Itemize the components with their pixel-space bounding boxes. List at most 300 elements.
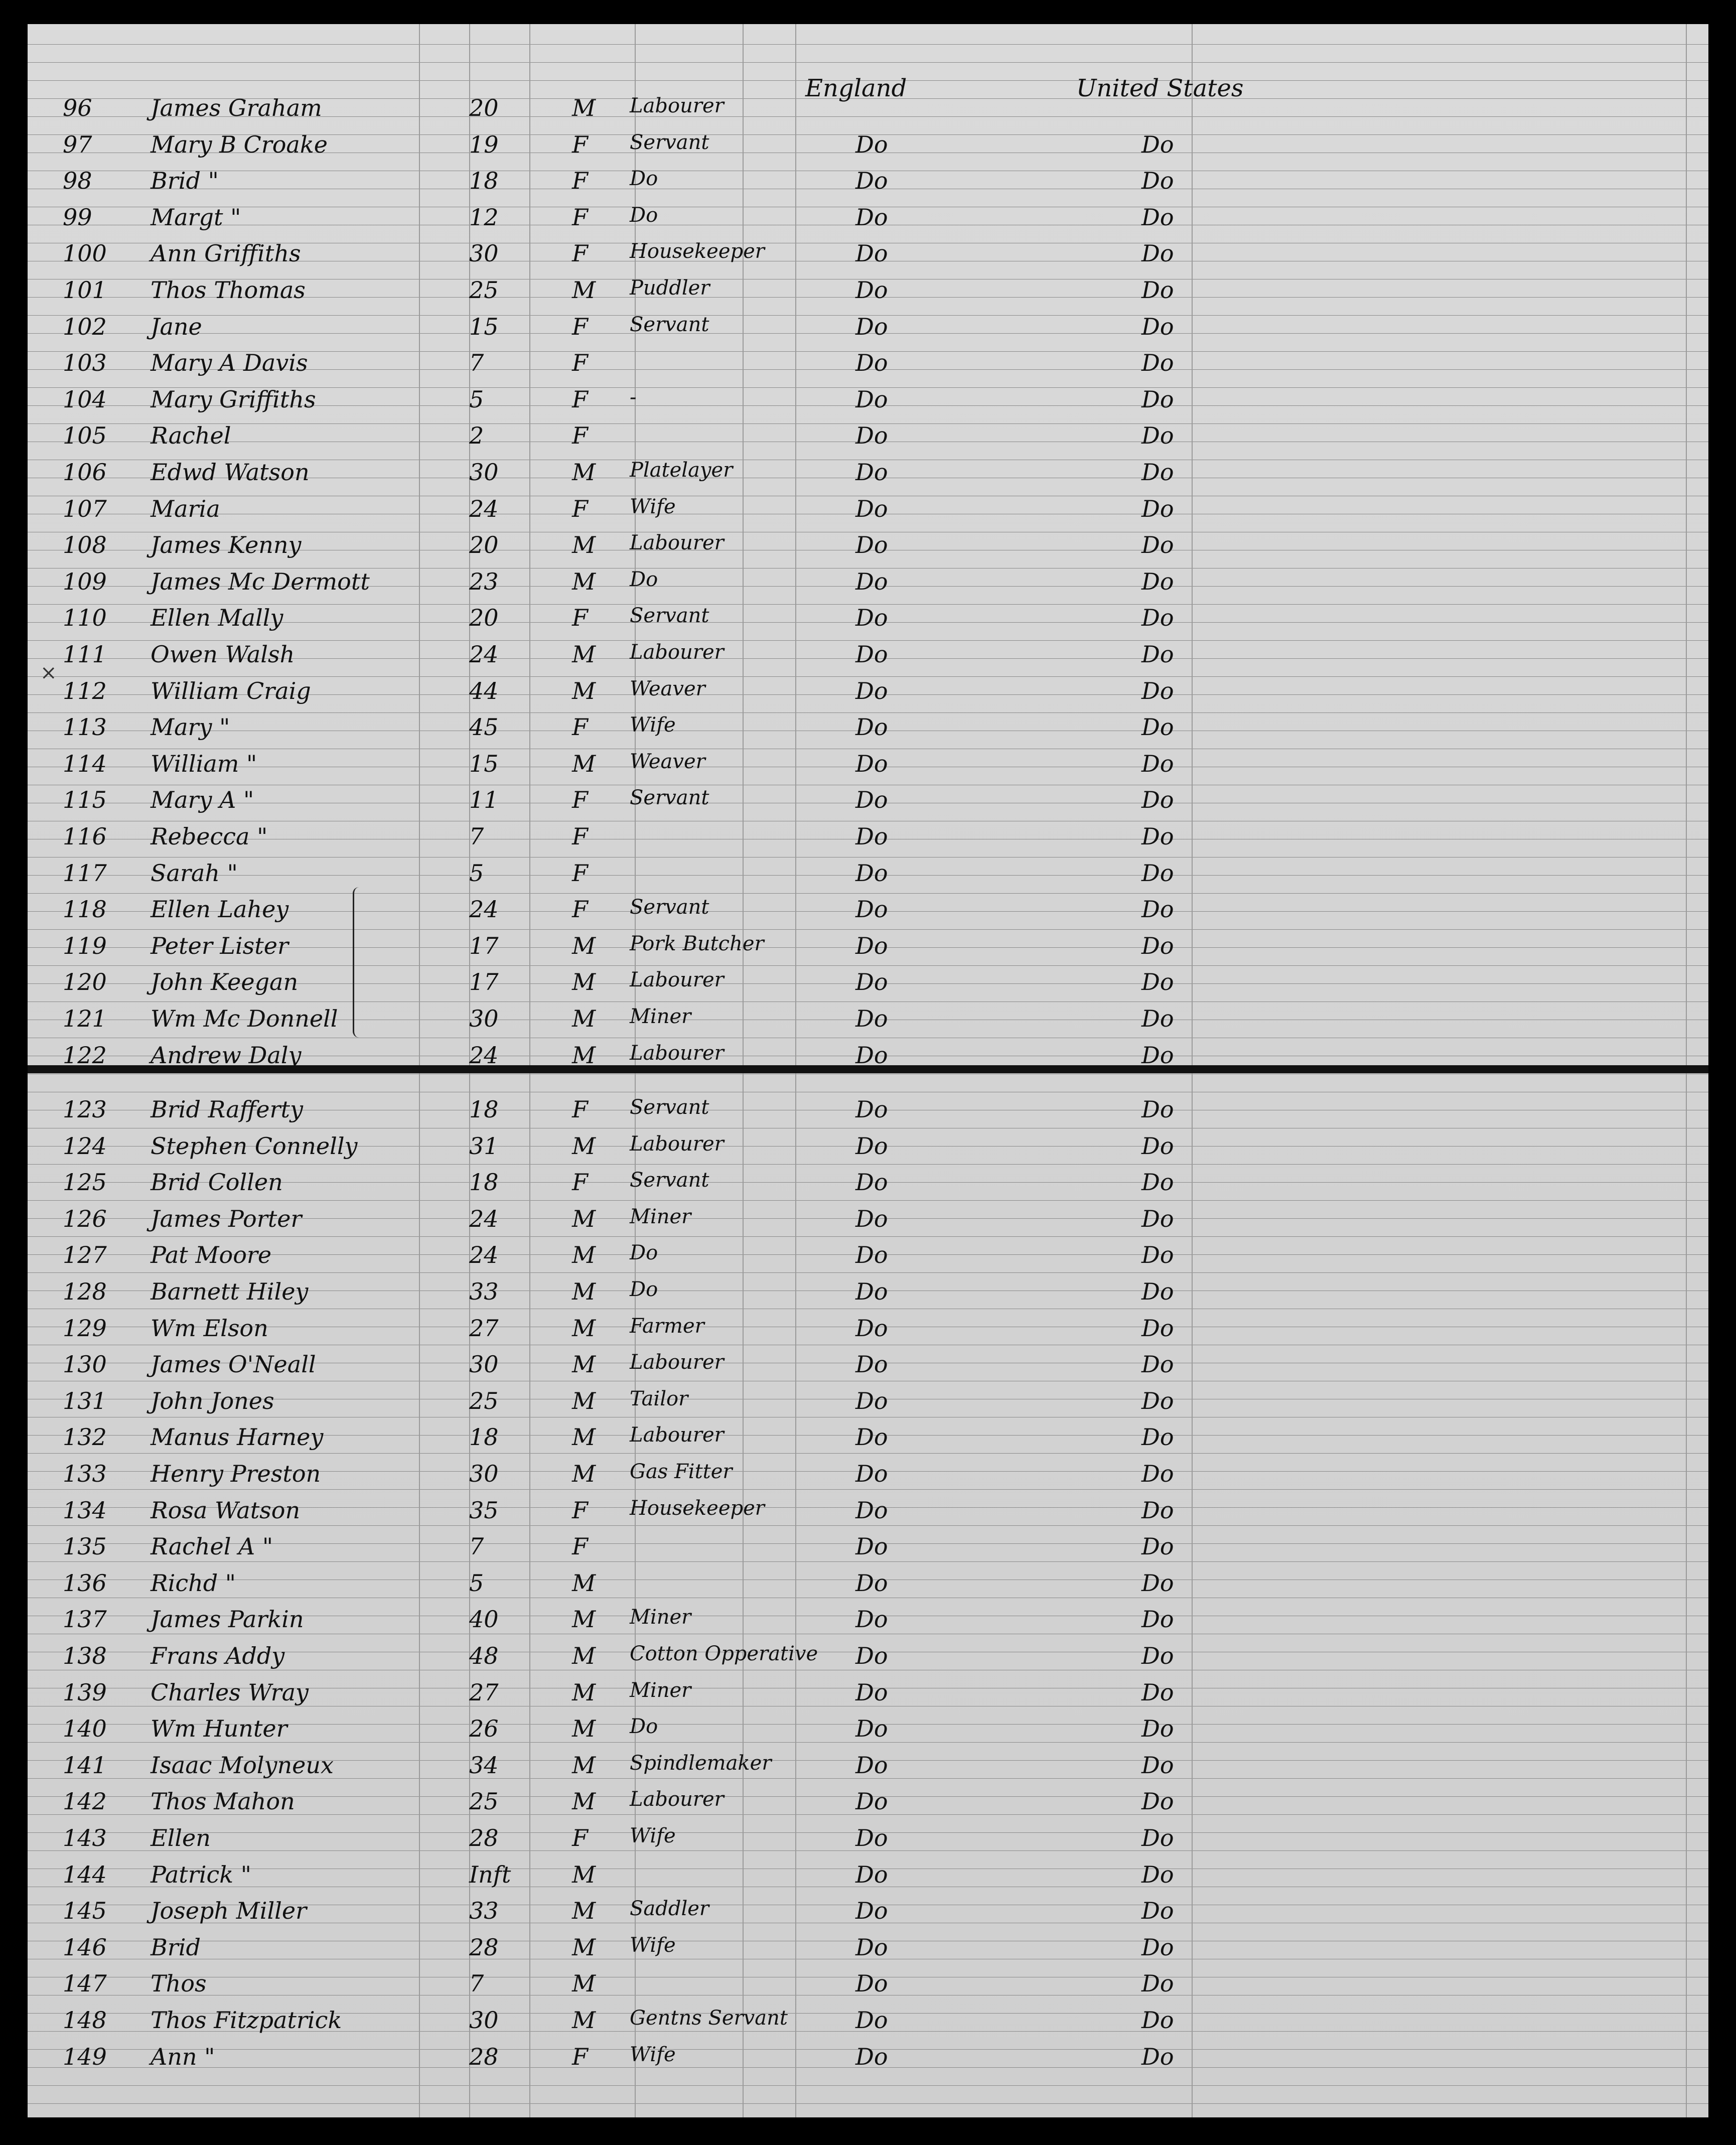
from-country: Do (855, 1970, 888, 1997)
table-row (28, 418, 1708, 453)
table-row (28, 600, 1708, 635)
entry-number: 99 (63, 203, 92, 231)
to-country: Do (1141, 1496, 1174, 1524)
passenger-occupation: Farmer (630, 1314, 704, 1338)
passenger-occupation: Weaver (630, 750, 705, 773)
passenger-occupation: Labourer (630, 94, 724, 117)
entry-number: 120 (63, 968, 107, 996)
ruled-line (28, 1236, 1708, 1237)
table-row (28, 1274, 1708, 1309)
to-country: Do (1141, 1569, 1174, 1597)
passenger-occupation: Do (630, 567, 658, 591)
to-country: Do (1141, 1970, 1174, 1997)
from-country: Do (855, 1351, 888, 1378)
entry-number: 113 (63, 713, 107, 741)
entry-number: 140 (63, 1715, 107, 1743)
passenger-name: Rachel A " (151, 1533, 273, 1560)
passenger-age: 28 (469, 1933, 499, 1961)
passenger-name: Jane (151, 313, 202, 340)
to-country: Do (1141, 495, 1174, 522)
passenger-occupation: Labourer (630, 531, 724, 555)
passenger-age: 40 (469, 1606, 499, 1633)
to-country: Do (1141, 677, 1174, 704)
passenger-name: Charles Wray (151, 1678, 309, 1706)
passenger-sex: F (572, 604, 588, 632)
from-country: Do (855, 604, 888, 632)
to-country: Do (1141, 130, 1174, 158)
table-row (28, 163, 1708, 198)
table-row (28, 1893, 1708, 1928)
entry-number: 125 (63, 1169, 107, 1196)
passenger-occupation: Labourer (630, 968, 724, 992)
passenger-occupation: Wife (630, 495, 676, 518)
to-country: Do (1141, 1606, 1174, 1633)
entry-number: 141 (63, 1751, 107, 1779)
passenger-sex: F (572, 240, 588, 267)
passenger-age: 24 (469, 1241, 499, 1269)
passenger-name: Brid Rafferty (151, 1096, 303, 1123)
entry-number: 116 (63, 823, 107, 850)
entry-number: 135 (63, 1533, 107, 1560)
passenger-sex: F (572, 1824, 588, 1851)
passenger-name: James Porter (151, 1205, 302, 1232)
passenger-sex: F (572, 422, 588, 450)
to-country: Do (1141, 1169, 1174, 1196)
passenger-name: Thos (151, 1970, 207, 1997)
table-row (28, 382, 1708, 417)
passenger-age: 5 (469, 859, 484, 887)
passenger-occupation: Labourer (630, 1132, 724, 1156)
from-country: Do (855, 1751, 888, 1779)
table-row (28, 1128, 1708, 1164)
to-country: Do (1141, 459, 1174, 486)
entry-number: 118 (63, 896, 107, 923)
table-row (28, 127, 1708, 162)
from-country: Do (855, 167, 888, 195)
passenger-name: Richd " (151, 1569, 236, 1597)
passenger-occupation: Do (630, 1278, 658, 1301)
register-sheet (28, 24, 1708, 2117)
passenger-age: 11 (469, 786, 499, 814)
passenger-name: Wm Elson (151, 1314, 268, 1342)
passenger-occupation: Weaver (630, 677, 705, 700)
entry-number: 117 (63, 859, 107, 887)
passenger-name: Frans Addy (151, 1642, 285, 1669)
passenger-name: Thos Fitzpatrick (151, 2007, 342, 2034)
entry-number: 107 (63, 495, 107, 522)
from-country: Do (855, 786, 888, 814)
from-country: Do (855, 1096, 888, 1123)
passenger-sex: M (572, 1132, 596, 1160)
passenger-occupation: Servant (630, 1169, 709, 1192)
passenger-occupation: - (630, 385, 637, 409)
to-country: Do (1141, 167, 1174, 195)
to-country: Do (1141, 786, 1174, 814)
from-country: Do (855, 531, 888, 559)
entry-number: 96 (63, 94, 92, 121)
passenger-sex: F (572, 823, 588, 850)
table-row (28, 2039, 1708, 2074)
passenger-sex: F (572, 385, 588, 413)
from-country: Do (855, 385, 888, 413)
passenger-occupation: Miner (630, 1606, 691, 1629)
entry-number: 128 (63, 1278, 107, 1305)
passenger-occupation: Wife (630, 1824, 676, 1847)
from-country: Do (855, 1387, 888, 1414)
from-country: Do (855, 1423, 888, 1451)
to-country: Do (1141, 531, 1174, 559)
passenger-sex: M (572, 1642, 596, 1669)
to-column-header: United States (1076, 74, 1244, 102)
to-country: Do (1141, 713, 1174, 741)
from-country: Do (855, 823, 888, 850)
passenger-occupation: Do (630, 167, 658, 191)
entry-number: 97 (63, 130, 92, 158)
passenger-sex: M (572, 641, 596, 668)
from-country: Do (855, 567, 888, 595)
passenger-name: Ann " (151, 2043, 215, 2070)
from-country: Do (855, 1132, 888, 1160)
passenger-sex: M (572, 94, 596, 121)
passenger-age: 33 (469, 1278, 499, 1305)
passenger-age: 24 (469, 896, 499, 923)
passenger-sex: F (572, 203, 588, 231)
passenger-sex: M (572, 750, 596, 777)
passenger-sex: F (572, 130, 588, 158)
table-row (28, 1311, 1708, 1346)
passenger-name: Isaac Molyneux (151, 1751, 334, 1779)
passenger-occupation: Miner (630, 1005, 691, 1028)
passenger-occupation: Servant (630, 313, 709, 336)
table-row (28, 673, 1708, 708)
table-row (28, 236, 1708, 271)
to-country: Do (1141, 641, 1174, 668)
from-country: Do (855, 641, 888, 668)
table-row (28, 200, 1708, 235)
passenger-occupation: Gas Fitter (630, 1460, 733, 1483)
from-country: Do (855, 1897, 888, 1925)
passenger-sex: F (572, 1096, 588, 1123)
passenger-occupation: Wife (630, 1933, 676, 1957)
from-country: Do (855, 859, 888, 887)
passenger-name: Brid Collen (151, 1169, 283, 1196)
table-row (28, 527, 1708, 562)
passenger-sex: M (572, 1041, 596, 1069)
passenger-occupation: Wife (630, 2043, 676, 2066)
passenger-age: 7 (469, 349, 484, 377)
passenger-occupation: Labourer (630, 1041, 724, 1065)
table-row (28, 1675, 1708, 1710)
passenger-age: 18 (469, 1096, 499, 1123)
passenger-name: Pat Moore (151, 1241, 272, 1269)
ruled-line (28, 2103, 1708, 2104)
passenger-name: Brid " (151, 167, 219, 195)
entry-number: 133 (63, 1460, 107, 1487)
passenger-name: Mary Griffiths (151, 385, 316, 413)
to-country: Do (1141, 1460, 1174, 1487)
passenger-name: Edwd Watson (151, 459, 310, 486)
table-row (28, 855, 1708, 891)
passenger-age: 30 (469, 240, 499, 267)
passenger-sex: M (572, 531, 596, 559)
passenger-occupation: Servant (630, 1096, 709, 1119)
to-country: Do (1141, 1096, 1174, 1123)
to-country: Do (1141, 276, 1174, 304)
entry-number: 106 (63, 459, 107, 486)
table-row (28, 345, 1708, 380)
table-row (28, 1092, 1708, 1127)
passenger-name: Mary A " (151, 786, 254, 814)
passenger-name: Ellen Lahey (151, 896, 289, 923)
passenger-sex: M (572, 1606, 596, 1633)
passenger-name: Barnett Hiley (151, 1278, 309, 1305)
passenger-sex: M (572, 459, 596, 486)
to-country: Do (1141, 1423, 1174, 1451)
table-row (28, 928, 1708, 963)
passenger-sex: M (572, 1460, 596, 1487)
passenger-occupation: Do (630, 203, 658, 227)
passenger-sex: M (572, 1005, 596, 1032)
passenger-occupation: Gentns Servant (630, 2007, 788, 2030)
table-row (28, 272, 1708, 308)
entry-number: 123 (63, 1096, 107, 1123)
to-country: Do (1141, 859, 1174, 887)
table-row (28, 90, 1708, 125)
passenger-age: 18 (469, 1169, 499, 1196)
passenger-name: Rebecca " (151, 823, 268, 850)
passenger-name: Brid (151, 1933, 201, 1961)
passenger-sex: F (572, 896, 588, 923)
table-row (28, 1165, 1708, 1200)
from-country: Do (855, 203, 888, 231)
to-country: Do (1141, 1241, 1174, 1269)
passenger-sex: M (572, 567, 596, 595)
from-country: Do (855, 1460, 888, 1487)
entry-number: 104 (63, 385, 107, 413)
from-country: Do (855, 1569, 888, 1597)
from-country: Do (855, 1496, 888, 1524)
to-country: Do (1141, 1788, 1174, 1815)
to-country: Do (1141, 823, 1174, 850)
entry-number: 126 (63, 1205, 107, 1232)
entry-number: 115 (63, 786, 107, 814)
to-country: Do (1141, 1678, 1174, 1706)
from-country: Do (855, 495, 888, 522)
to-country: Do (1141, 2043, 1174, 2070)
passenger-sex: M (572, 1387, 596, 1414)
passenger-age: 31 (469, 1132, 499, 1160)
passenger-name: Thos Mahon (151, 1788, 295, 1815)
passenger-age: 44 (469, 677, 499, 704)
from-country: Do (855, 1642, 888, 1669)
passenger-sex: F (572, 1533, 588, 1560)
bracket-mark (353, 887, 365, 1038)
passenger-age: 28 (469, 1824, 499, 1851)
from-country: Do (855, 1041, 888, 1069)
passenger-name: Wm Hunter (151, 1715, 287, 1743)
to-country: Do (1141, 240, 1174, 267)
entry-number: 102 (63, 313, 107, 340)
table-row (28, 1784, 1708, 1819)
to-country: Do (1141, 422, 1174, 450)
passenger-age: 26 (469, 1715, 499, 1743)
passenger-sex: M (572, 1861, 596, 1888)
passenger-name: Rachel (151, 422, 231, 450)
entry-number: 109 (63, 567, 107, 595)
passenger-sex: M (572, 276, 596, 304)
passenger-sex: F (572, 859, 588, 887)
passenger-occupation: Do (630, 1715, 658, 1739)
passenger-occupation: Platelayer (630, 459, 733, 482)
passenger-sex: M (572, 1751, 596, 1779)
from-country: Do (855, 1241, 888, 1269)
passenger-sex: F (572, 786, 588, 814)
entry-number: 132 (63, 1423, 107, 1451)
to-country: Do (1141, 1041, 1174, 1069)
entry-number: 112 (63, 677, 107, 704)
entry-number: 108 (63, 531, 107, 559)
passenger-occupation: Spindlemaker (630, 1751, 772, 1775)
table-row (28, 782, 1708, 817)
passenger-sex: F (572, 313, 588, 340)
to-country: Do (1141, 1351, 1174, 1378)
from-country: Do (855, 1715, 888, 1743)
entry-number: 138 (63, 1642, 107, 1669)
passenger-name: Mary " (151, 713, 230, 741)
passenger-sex: M (572, 1715, 596, 1743)
to-country: Do (1141, 1132, 1174, 1160)
passenger-occupation: Housekeeper (630, 240, 765, 263)
table-row (28, 1383, 1708, 1418)
margin-tick: × (40, 661, 57, 684)
passenger-name: Stephen Connelly (151, 1132, 358, 1160)
to-country: Do (1141, 968, 1174, 996)
passenger-occupation: Miner (630, 1205, 691, 1228)
passenger-age: 30 (469, 459, 499, 486)
passenger-sex: M (572, 1897, 596, 1925)
from-country: Do (855, 1861, 888, 1888)
from-country: Do (855, 1824, 888, 1851)
entry-number: 136 (63, 1569, 107, 1597)
to-country: Do (1141, 2007, 1174, 2034)
from-country: Do (855, 313, 888, 340)
to-country: Do (1141, 1387, 1174, 1414)
passenger-name: Ann Griffiths (151, 240, 301, 267)
to-country: Do (1141, 1205, 1174, 1232)
passenger-occupation: Servant (630, 130, 709, 154)
passenger-occupation: Cotton Opperative (630, 1642, 818, 1665)
passenger-sex: F (572, 167, 588, 195)
from-country: Do (855, 1678, 888, 1706)
to-country: Do (1141, 1751, 1174, 1779)
passenger-sex: M (572, 2007, 596, 2034)
from-country: Do (855, 1278, 888, 1305)
passenger-occupation: Wife (630, 713, 676, 737)
passenger-age: 25 (469, 276, 499, 304)
passenger-age: 15 (469, 750, 499, 777)
table-row (28, 819, 1708, 854)
ruled-line (28, 2085, 1708, 2086)
entry-number: 139 (63, 1678, 107, 1706)
passenger-occupation: Tailor (630, 1387, 688, 1410)
from-country: Do (855, 1169, 888, 1196)
passenger-age: 19 (469, 130, 499, 158)
passenger-occupation: Servant (630, 604, 709, 628)
passenger-age: 23 (469, 567, 499, 595)
from-country: Do (855, 1314, 888, 1342)
table-row (28, 309, 1708, 344)
passenger-sex: M (572, 1314, 596, 1342)
passenger-name: Peter Lister (151, 932, 288, 959)
passenger-age: 5 (469, 1569, 484, 1597)
to-country: Do (1141, 604, 1174, 632)
passenger-name: Rosa Watson (151, 1496, 301, 1524)
table-row (28, 455, 1708, 490)
table-row (28, 1602, 1708, 1637)
passenger-sex: M (572, 677, 596, 704)
table-row (28, 1966, 1708, 2001)
passenger-age: 28 (469, 2043, 499, 2070)
from-column-header: England (805, 74, 907, 102)
entry-number: 129 (63, 1314, 107, 1342)
passenger-occupation: Labourer (630, 1423, 724, 1447)
from-country: Do (855, 713, 888, 741)
to-country: Do (1141, 1314, 1174, 1342)
table-row (28, 564, 1708, 599)
passenger-name: Manus Harney (151, 1423, 324, 1451)
passenger-age: 25 (469, 1387, 499, 1414)
entry-number: 111 (63, 641, 107, 668)
passenger-name: Ellen (151, 1824, 211, 1851)
passenger-name: James Kenny (151, 531, 302, 559)
passenger-age: 17 (469, 968, 499, 996)
table-row (28, 1930, 1708, 1965)
passenger-name: Sarah " (151, 859, 238, 887)
to-country: Do (1141, 203, 1174, 231)
passenger-name: Ellen Mally (151, 604, 283, 632)
passenger-age: Inft (469, 1861, 511, 1888)
passenger-occupation: Labourer (630, 1788, 724, 1811)
to-country: Do (1141, 1933, 1174, 1961)
passenger-age: 33 (469, 1897, 499, 1925)
passenger-sex: M (572, 968, 596, 996)
passenger-name: Mary B Croake (151, 130, 328, 158)
entry-number: 142 (63, 1788, 107, 1815)
table-row (28, 1820, 1708, 1855)
table-row (28, 2003, 1708, 2038)
passenger-sex: M (572, 1970, 596, 1997)
passenger-sex: F (572, 1169, 588, 1196)
passenger-age: 20 (469, 531, 499, 559)
passenger-occupation: Pork Butcher (630, 932, 764, 955)
ruled-line (28, 44, 1708, 45)
passenger-name: William " (151, 750, 257, 777)
entry-number: 137 (63, 1606, 107, 1633)
entry-number: 122 (63, 1041, 107, 1069)
from-country: Do (855, 2007, 888, 2034)
from-country: Do (855, 130, 888, 158)
passenger-age: 17 (469, 932, 499, 959)
passenger-name: Margt " (151, 203, 241, 231)
table-row (28, 1748, 1708, 1783)
to-country: Do (1141, 567, 1174, 595)
passenger-sex: M (572, 932, 596, 959)
to-country: Do (1141, 1897, 1174, 1925)
passenger-age: 34 (469, 1751, 499, 1779)
passenger-sex: M (572, 1278, 596, 1305)
passenger-sex: M (572, 1205, 596, 1232)
entry-number: 121 (63, 1005, 107, 1032)
